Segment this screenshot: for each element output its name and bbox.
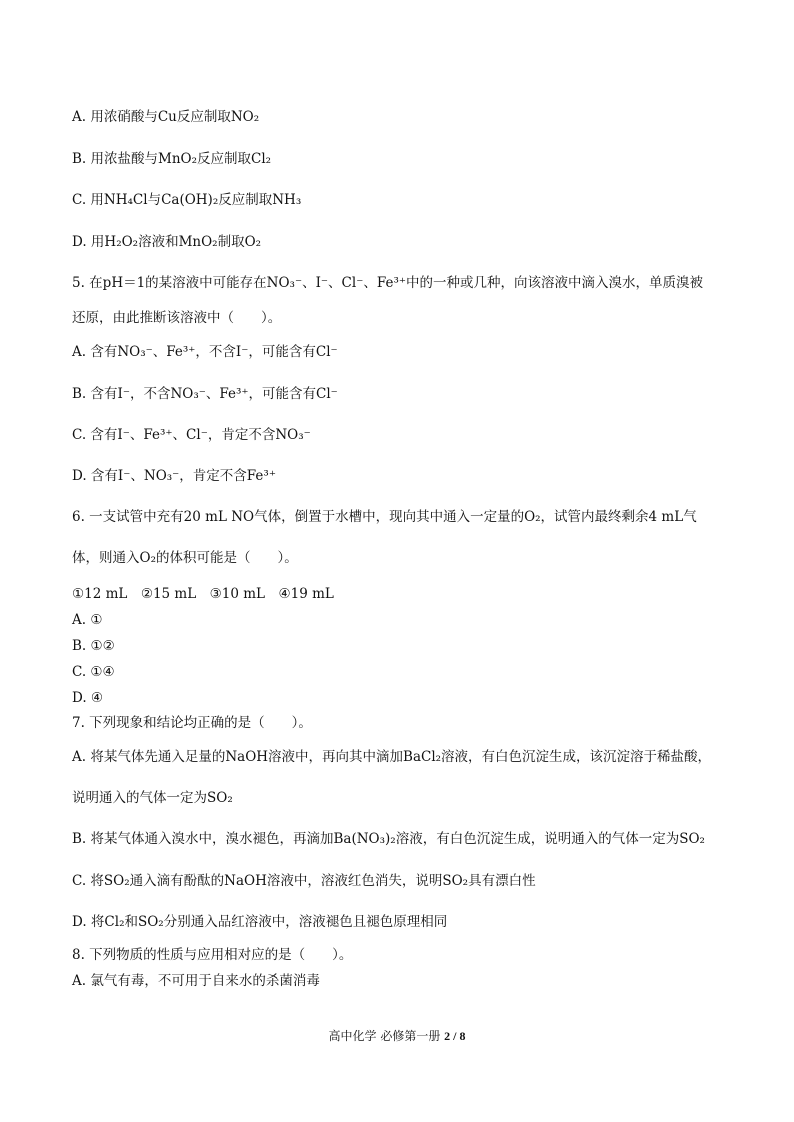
- q8-option-a: A. 氯气有毒，不可用于自来水的杀菌消毒: [72, 973, 320, 989]
- q4-option-c: C. 用NH₄Cl与Ca(OH)₂反应制取NH₃: [72, 192, 302, 208]
- q6-choices: ①12 mL ②15 mL ③10 mL ④19 mL: [72, 586, 334, 602]
- q6-stem-line1: 6. 一支试管中充有20 mL NO气体，倒置于水槽中，现向其中通入一定量的O₂，试管内最终剩余4 mL气: [72, 509, 697, 525]
- q4-option-a: A. 用浓硝酸与Cu反应制取NO₂: [72, 109, 260, 125]
- q6-option-c: C. ①④: [72, 664, 115, 680]
- q7-option-c: C. 将SO₂通入滴有酚酞的NaOH溶液中，溶液红色消失，说明SO₂具有漂白性: [72, 873, 536, 889]
- footer-page-number: 2 / 8: [444, 1029, 466, 1043]
- page-footer: [0, 1027, 794, 1044]
- q6-option-d: D. ④: [72, 690, 104, 706]
- footer-subject: 高中化学 必修第一册: [328, 1029, 441, 1043]
- q5-option-b: B. 含有I⁻，不含NO₃⁻、Fe³⁺，可能含有Cl⁻: [72, 386, 338, 402]
- q5-stem-line2: 还原，由此推断该溶液中（ ）。: [72, 310, 282, 326]
- q5-option-c: C. 含有I⁻、Fe³⁺、Cl⁻，肯定不含NO₃⁻: [72, 427, 311, 443]
- q6-option-a: A. ①: [72, 612, 103, 628]
- q5-option-a: A. 含有NO₃⁻、Fe³⁺，不含I⁻，可能含有Cl⁻: [72, 344, 338, 360]
- q4-option-b: B. 用浓盐酸与MnO₂反应制取Cl₂: [72, 151, 272, 167]
- q7-stem: 7. 下列现象和结论均正确的是（ ）。: [72, 715, 312, 731]
- q7-option-a-line2: 说明通入的气体一定为SO₂: [72, 790, 233, 806]
- q4-option-d: D. 用H₂O₂溶液和MnO₂制取O₂: [72, 234, 262, 250]
- q6-stem-line2: 体，则通入O₂的体积可能是（ ）。: [72, 550, 298, 566]
- q7-option-a-line1: A. 将某气体先通入足量的NaOH溶液中，再向其中滴加BaCl₂溶液，有白色沉淀生成，该沉淀溶于稀盐酸，: [72, 749, 712, 765]
- q5-stem-line1: 5. 在pH＝1的某溶液中可能存在NO₃⁻、I⁻、Cl⁻、Fe³⁺中的一种或几种，向该溶液中滴入溴水，单质溴被: [72, 275, 703, 291]
- q5-option-d: D. 含有I⁻、NO₃⁻，肯定不含Fe³⁺: [72, 468, 276, 484]
- q6-option-b: B. ①②: [72, 638, 115, 654]
- q7-option-d: D. 将Cl₂和SO₂分别通入品红溶液中，溶液褪色且褪色原理相同: [72, 914, 448, 930]
- q8-stem: 8. 下列物质的性质与应用相对应的是（ ）。: [72, 947, 353, 963]
- q7-option-b: B. 将某气体通入溴水中，溴水褪色，再滴加Ba(NO₃)₂溶液，有白色沉淀生成，说明通入的气体一定为SO₂: [72, 831, 705, 847]
